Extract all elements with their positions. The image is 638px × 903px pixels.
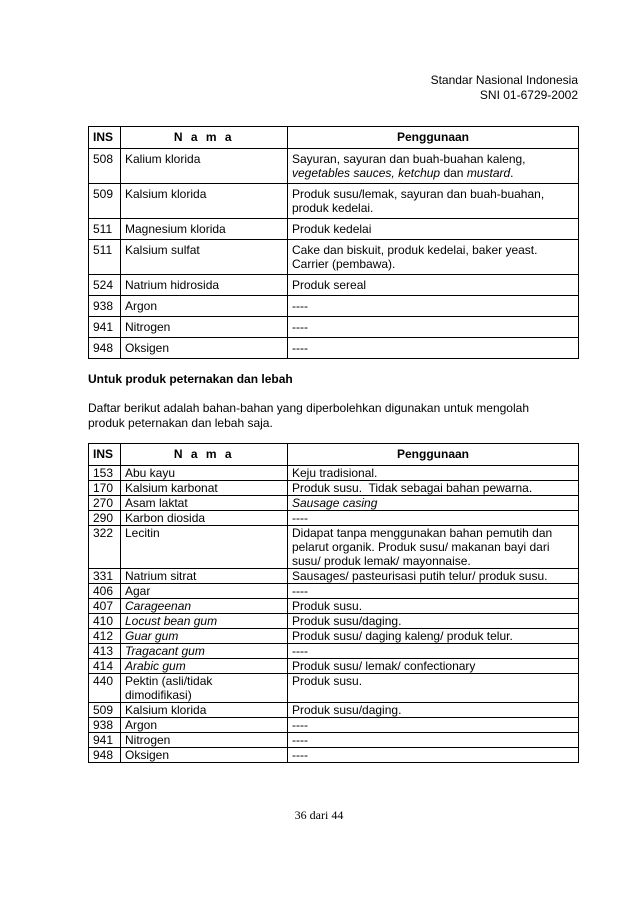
section-paragraph [88,401,588,431]
table-row [89,511,579,526]
nama-cell: Karbon diosida [121,511,288,526]
table-row [89,338,579,359]
paragraph-line: Daftar berikut adalah bahan-bahan yang diperbolehkan digunakan untuk mengolah [88,401,529,415]
use-cell: Produk susu/daging. [288,703,579,718]
nama-line: Pektin (asli/tidak [125,674,213,688]
table-header-row [89,127,579,149]
ins-cell: 413 [89,644,121,659]
nama-cell: Kalsium karbonat [121,481,288,496]
nama-cell: Magnesium klorida [121,219,288,240]
use-line: Cake dan biskuit, produk kedelai, baker yeast. [292,243,538,257]
table-row [89,275,579,296]
ins-cell: 941 [89,317,121,338]
use-line: Carrier (pembawa). [292,257,396,271]
col-penggunaan: Penggunaan [288,444,579,466]
table-row [89,240,579,275]
paragraph-line: produk peternakan dan lebah saja. [88,416,273,430]
additives-table-1 [88,126,579,359]
nama-cell: Lecitin [121,526,288,569]
use-line: pelarut organik. Produk susu/ makanan bayi dari [292,540,550,554]
use-line: produk kedelai. [292,201,374,215]
nama-cell [121,674,288,703]
nama-cell: Argon [121,296,288,317]
ins-cell: 524 [89,275,121,296]
col-nama: N a m a [121,444,288,466]
ins-cell: 153 [89,466,121,481]
use-cell: ---- [288,511,579,526]
nama-cell: Locust bean gum [121,614,288,629]
ins-cell: 440 [89,674,121,703]
ins-cell: 938 [89,718,121,733]
nama-cell: Arabic gum [121,659,288,674]
ins-cell: 407 [89,599,121,614]
nama-cell: Nitrogen [121,317,288,338]
nama-cell: Argon [121,718,288,733]
ins-cell: 509 [89,703,121,718]
nama-cell: Kalium klorida [121,149,288,184]
use-cell [288,184,579,219]
col-penggunaan: Penggunaan [288,127,579,149]
ins-cell: 511 [89,219,121,240]
table-row [89,674,579,703]
ins-cell: 331 [89,569,121,584]
ins-cell: 412 [89,629,121,644]
nama-cell: Carageenan [121,599,288,614]
nama-cell: Tragacant gum [121,644,288,659]
table-row [89,629,579,644]
use-cell: ---- [288,317,579,338]
table-row [89,614,579,629]
use-line [292,166,574,180]
ins-cell: 509 [89,184,121,219]
nama-cell: Natrium hidrosida [121,275,288,296]
standard-name: Standar Nasional Indonesia [430,73,578,87]
use-line: Didapat tanpa menggunakan bahan pemutih dan [292,526,553,540]
nama-cell: Kalsium klorida [121,703,288,718]
ins-cell: 938 [89,296,121,317]
use-cell: Produk susu. [288,599,579,614]
table-row [89,526,579,569]
nama-line: dimodifikasi) [125,688,192,702]
table-row [89,659,579,674]
nama-cell: Kalsium klorida [121,184,288,219]
ins-cell: 414 [89,659,121,674]
use-cell: Produk susu. [288,674,579,703]
use-cell: Produk kedelai [288,219,579,240]
nama-cell: Nitrogen [121,733,288,748]
use-cell: ---- [288,644,579,659]
table-row [89,599,579,614]
nama-cell: Kalsium sulfat [121,240,288,275]
table-row [89,748,579,763]
use-cell: ---- [288,748,579,763]
use-cell: ---- [288,733,579,748]
nama-cell: Agar [121,584,288,599]
nama-cell: Natrium sitrat [121,569,288,584]
use-cell: Produk susu/daging. [288,614,579,629]
nama-cell: Oksigen [121,748,288,763]
table-row [89,644,579,659]
use-cell: ---- [288,296,579,317]
ins-cell: 322 [89,526,121,569]
use-line: susu/ produk lemak/ mayonnaise. [292,554,471,568]
use-cell: Produk sereal [288,275,579,296]
ins-cell: 948 [89,748,121,763]
use-cell: ---- [288,584,579,599]
use-line: Produk susu/lemak, sayuran dan buah-buahan, [292,187,545,201]
ins-cell: 941 [89,733,121,748]
table-row [89,496,579,511]
table-row [89,184,579,219]
table-row [89,466,579,481]
section-title: Untuk produk peternakan dan lebah [88,372,293,386]
use-italic: mustard [466,166,511,180]
ins-cell: 290 [89,511,121,526]
use-cell [288,240,579,275]
col-ins: INS [89,444,121,466]
ins-cell: 270 [89,496,121,511]
table-row [89,317,579,338]
table-row [89,569,579,584]
use-cell: Sausages/ pasteurisasi putih telur/ produk susu. [288,569,579,584]
ins-cell: 511 [89,240,121,275]
use-cell: ---- [288,338,579,359]
document-header [431,73,578,103]
nama-cell: Asam laktat [121,496,288,511]
use-cell: Keju tradisional. [288,466,579,481]
nama-cell: Oksigen [121,338,288,359]
nama-cell: Abu kayu [121,466,288,481]
table-row [89,733,579,748]
table-row [89,481,579,496]
ins-cell: 948 [89,338,121,359]
use-cell [288,526,579,569]
use-cell: Produk susu. Tidak sebagai bahan pewarna. [288,481,579,496]
use-text: dan [440,166,467,180]
table-header-row [89,444,579,466]
additives-table-2 [88,443,579,763]
ins-cell: 508 [89,149,121,184]
use-cell: Produk susu/ daging kaleng/ produk telur. [288,629,579,644]
standard-code: SNI 01-6729-2002 [479,88,578,102]
table-row [89,296,579,317]
table-row [89,718,579,733]
use-text: . [510,166,514,180]
use-line: Sayuran, sayuran dan buah-buahan kaleng, [292,152,526,166]
use-italic: vegetables sauces, ketchup [292,166,441,180]
ins-cell: 406 [89,584,121,599]
use-cell: Produk susu/ lemak/ confectionary [288,659,579,674]
col-nama: N a m a [121,127,288,149]
use-cell: ---- [288,718,579,733]
table-row [89,584,579,599]
table-row [89,219,579,240]
table-row [89,149,579,184]
page-number: 36 dari 44 [294,808,344,822]
col-ins: INS [89,127,121,149]
use-cell: Sausage casing [288,496,579,511]
ins-cell: 170 [89,481,121,496]
nama-cell: Guar gum [121,629,288,644]
use-cell [288,149,579,184]
ins-cell: 410 [89,614,121,629]
table-row [89,703,579,718]
